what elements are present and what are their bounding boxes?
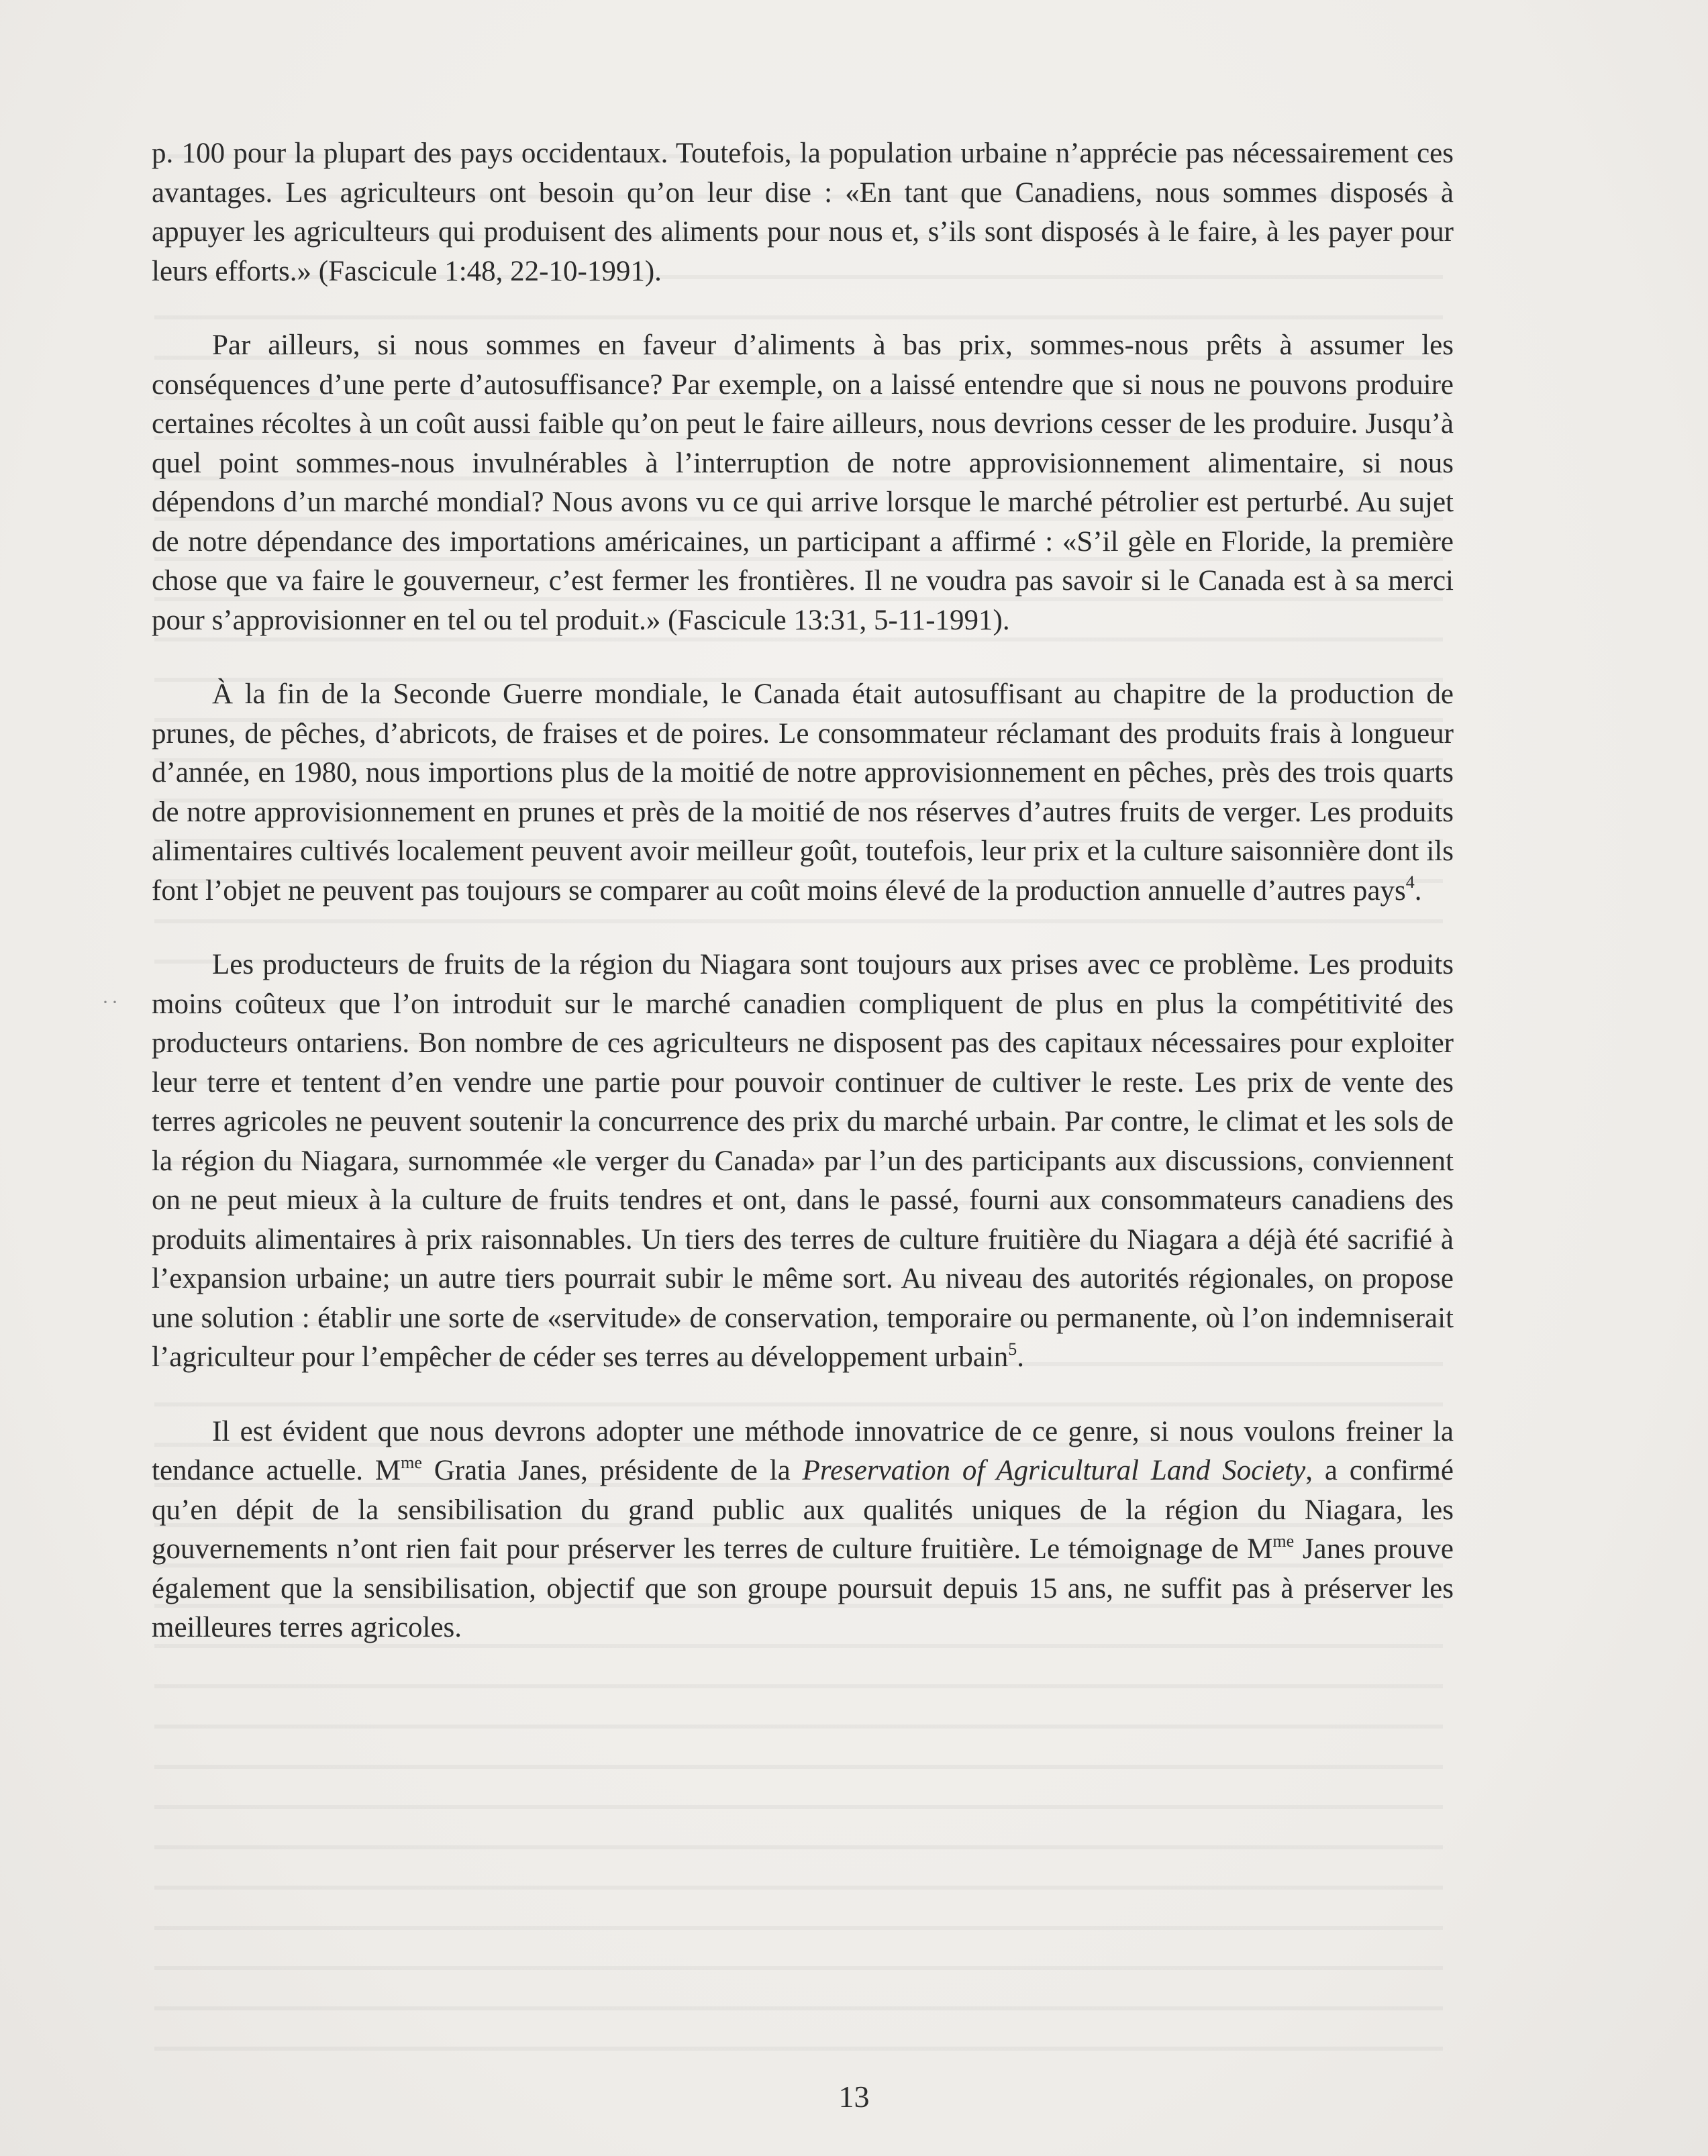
paragraph-3-text: À la fin de la Seconde Guerre mondiale, le Canada était autosuffisant au chapitre de la production de prunes, de pêches, d’abricots, de fraises et de poires. Le consommateur réclamant des produits frais à longueur d’année, en 1980, nous importions plus de la moitié de notre approvisionnement en pêches, près des trois quarts de notre approvisionnement en prunes et près de la moitié de nos réserves d’autres fruits de verger. Les produits alimentaires cultivés localement peuvent avoir meilleur goût, toutefois, leur prix et la culture saisonnière dont ils font l’objet ne peuvent pas toujours se comparer au coût moins élevé de la production annuelle d’autres pays bbox=[152, 678, 1454, 907]
paragraph-3-end: . bbox=[1414, 874, 1422, 907]
paragraph-5-text-d: Janes prouve également que la sensibilisation, objectif que son groupe poursuit depuis 15 ans, ne suffit pas à préserver les meilleures terres agricoles. bbox=[152, 1533, 1454, 1643]
paragraph-5-text-a: Il est évident que nous devrons adopter une méthode innovatrice de ce genre, si nous voulons freiner la tendance actuelle. M bbox=[152, 1415, 1454, 1486]
margin-mark: ·· bbox=[102, 991, 121, 1013]
paragraph-5 bbox=[152, 1413, 1454, 1648]
organization-name: Preservation of Agricultural Land Society bbox=[802, 1455, 1306, 1486]
paragraph-2-text: Par ailleurs, si nous sommes en faveur d’aliments à bas prix, sommes-nous prêts à assumer les conséquences d’une perte d’autosuffisance? Par exemple, on a laissé entendre que si nous ne pouvons produire certaines récoltes à un coût aussi faible qu’on peut le faire ailleurs, nous devrions cesser de les produire. Jusqu’à quel point sommes-nous invulnérables à l’interruption de notre approvisionnement alimentaire, si nous dépendons d’un marché mondial? Nous avons vu ce qui arrive lorsque le marché pétrolier est perturbé. Au sujet de notre dépendance des importations américaines, un participant a affirmé : «S’il gèle en Floride, la première chose que va faire le gouverneur, c’est fermer les frontières. Il ne voudra pas savoir si le Canada est à sa merci pour s’approvisionner en tel ou tel produit.» (Fascicule 13:31, 5-11-1991). bbox=[152, 329, 1454, 636]
paragraph-4-end: . bbox=[1017, 1341, 1025, 1373]
paragraph-5-text-c: , a confirmé qu’en dépit de la sensibilisation du grand public aux qualités uniques de la région du Niagara, les gouvernements n’ont rien fait pour préserver les terres de culture fruitière. Le témoignage de M bbox=[152, 1455, 1454, 1565]
page-number: 13 bbox=[838, 2080, 870, 2114]
body-text bbox=[152, 134, 1454, 1683]
paragraph-3 bbox=[152, 675, 1454, 911]
paragraph-2 bbox=[152, 326, 1454, 640]
paragraph-1 bbox=[152, 134, 1454, 291]
paragraph-4-text: Les producteurs de fruits de la région du Niagara sont toujours aux prises avec ce problème. Les produits moins coûteux que l’on introduit sur le marché canadien compliquent de plus en plus la compétitivité des producteurs ontariens. Bon nombre de ces agriculteurs ne disposent pas des capitaux nécessaires pour exploiter leur terre et tentent d’en vendre une partie pour pouvoir continuer de cultiver le reste. Les prix de vente des terres agricoles ne peuvent soutenir la concurrence des prix du marché urbain. Par contre, le climat et les sols de la région du Niagara, surnommée «le verger du Canada» par l’un des participants aux discussions, conviennent on ne peut mieux à la culture de fruits tendres et ont, dans le passé, fourni aux consommateurs canadiens des produits alimentaires à prix raisonnables. Un tiers des terres de culture fruitière du Niagara a déjà été sacrifié à l’expansion urbaine; un autre tiers pourrait subir le même sort. Au niveau des autorités régionales, on propose une solution : établir une sorte de «servitude» de conservation, temporaire ou permanente, où l’on indemniserait l’agriculteur pour l’empêcher de céder ses terres au développement urbain bbox=[152, 949, 1454, 1373]
paragraph-5-text-b: Gratia Janes, présidente de la bbox=[421, 1455, 803, 1486]
paragraph-4 bbox=[152, 945, 1454, 1378]
honorific-superscript-1: me bbox=[401, 1452, 422, 1472]
footnote-ref-5: 5 bbox=[1008, 1339, 1017, 1359]
paragraph-1-text: p. 100 pour la plupart des pays occidentaux. Toutefois, la population urbaine n’apprécie pas nécessairement ces avantages. Les agriculteurs ont besoin qu’on leur dise : «En tant que Canadiens, nous sommes disposés à appuyer les agriculteurs qui produisent des aliments pour nous et, s’ils sont disposés à le faire, à les payer pour leurs efforts.» (Fascicule 1:48, 22-10-1991). bbox=[152, 138, 1454, 287]
honorific-superscript-2: me bbox=[1272, 1531, 1295, 1551]
footnote-ref-4: 4 bbox=[1405, 872, 1415, 892]
